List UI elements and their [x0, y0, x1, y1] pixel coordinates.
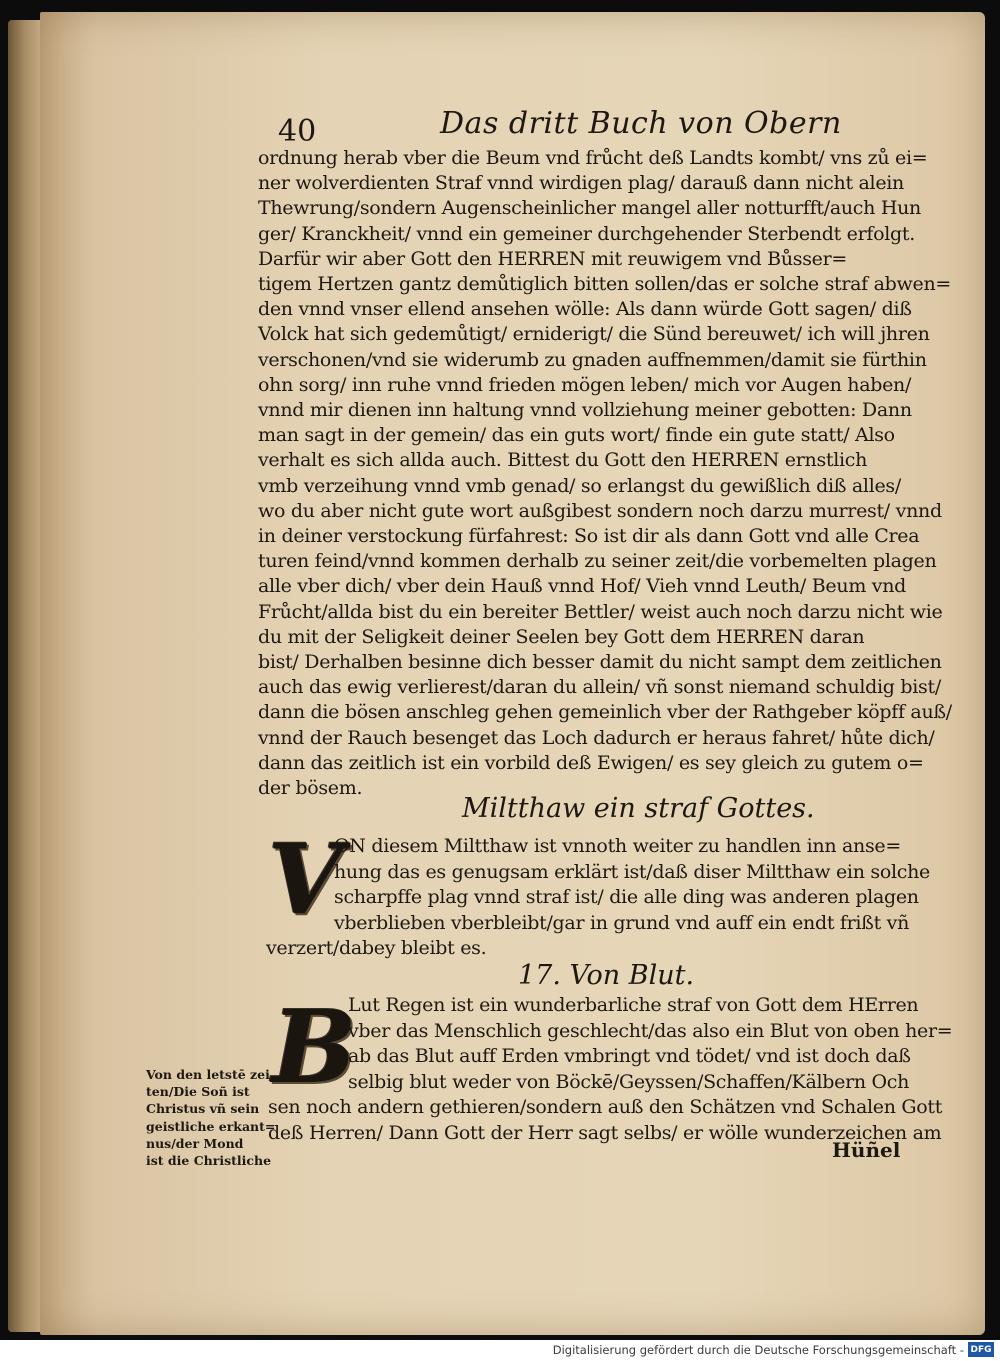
- body-text: [258, 146, 952, 801]
- dfg-logo: DFG: [968, 1342, 994, 1357]
- text-line: turen feind/vnnd kommen derhalb zu seiner zeit/die vorbemelten plagen: [258, 550, 937, 573]
- margin-note-line: geistliche erkant=: [146, 1118, 276, 1134]
- decorated-initial-v: V: [268, 823, 343, 936]
- text-line: verhalt es sich allda auch. Bittest du Gott den HERREN ernstlich: [258, 449, 868, 472]
- text-line: tigem Hertzen gantz demůtiglich bitten sollen/das er solche straf abwen=: [258, 273, 952, 296]
- text-line: vnnd der Rauch besenget das Loch dadurch er heraus fahret/ hůte dich/: [258, 726, 935, 749]
- running-head: Das dritt Buch von Obern: [440, 106, 842, 141]
- text-line: vberblieben vberbleibt/gar in grund vnd auff ein endt frißt vñ: [334, 911, 910, 934]
- footer-bar: [0, 1340, 1000, 1361]
- text-line: in deiner verstockung fürfahrest: So ist dir als dann Gott vnd alle Crea: [258, 525, 920, 548]
- margin-note-line: ten/Die Soñ ist: [146, 1084, 250, 1100]
- margin-note-line: Von den letstē zei: [146, 1067, 270, 1082]
- text-line: vmb verzeihung vnnd vmb genad/ so erlangst du gewißlich diß alles/: [258, 474, 901, 497]
- text-line: scharpffe plag vnnd straf ist/ die alle ding was anderen plagen: [334, 886, 919, 909]
- text-line: hung das es genugsam erklärt ist/daß diser Miltthaw ein solche: [334, 860, 930, 883]
- text-line: den vnnd vnser ellend ansehen wölle: Als dann würde Gott sagen/ diß: [258, 298, 912, 321]
- text-line: Lut Regen ist ein wunderbarliche straf von Gott dem HErren: [348, 994, 919, 1016]
- margin-note: [146, 1066, 275, 1169]
- text-line: ger/ Kranckheit/ vnnd ein gemeiner durchgehender Sterbendt erfolgt.: [258, 222, 915, 245]
- text-line: ON diesem Miltthaw ist vnnoth weiter zu handlen inn anse=: [334, 835, 901, 857]
- paragraph-miltthaw: [266, 834, 930, 962]
- section-heading-von-blut: 17. Von Blut.: [518, 960, 695, 991]
- text-line: Thewrung/sondern Augenscheinlicher mangel aller notturfft/auch Hun: [258, 197, 921, 220]
- section-heading-miltthaw: Miltthaw ein straf Gottes.: [462, 793, 815, 824]
- text-line: Darfür wir aber Gott den HERREN mit reuwigem vnd Bůsser=: [258, 247, 848, 270]
- paragraph-von-blut: [268, 988, 953, 1147]
- text-line: vber das Menschlich geschlecht/das also ein Blut von oben her=: [348, 1019, 953, 1042]
- text-line: ohn sorg/ inn ruhe vnnd frieden mögen leben/ mich vor Augen haben/: [258, 373, 912, 396]
- text-line: auch das ewig verlierest/daran du allein/ vñ sonst niemand schuldig bist/: [258, 676, 941, 699]
- text-line: sen noch andern gethieren/sondern auß den Schätzen vnd Schalen Gott: [268, 1096, 943, 1119]
- text-line: vnnd mir dienen inn haltung vnnd vollziehung meiner gebotten: Dann: [258, 399, 912, 422]
- funding-credit: Digitalisierung gefördert durch die Deutsche Forschungsgemeinschaft -: [552, 1343, 964, 1357]
- decorated-initial-b: B: [272, 988, 357, 1106]
- text-line: bist/ Derhalben besinne dich besser damit du nicht sampt dem zeitlichen: [258, 651, 942, 674]
- text-line: dann die bösen anschleg gehen gemeinlich vber der Rathgeber köpff auß/: [258, 701, 952, 724]
- text-line: der bösem.: [258, 777, 363, 800]
- text-line: verschonen/vnd sie widerumb zu gnaden auffnemmen/damit sie fürthin: [258, 348, 927, 371]
- text-line: verzert/dabey bleibt es.: [266, 937, 487, 960]
- margin-note-line: ist die Christliche: [146, 1153, 272, 1169]
- text-line: du mit der Seligkeit deiner Seelen bey Gott dem HERREN daran: [258, 625, 865, 648]
- text-line: Frůcht/allda bist du ein bereiter Bettler/ weist auch noch darzu nicht wie: [258, 600, 943, 623]
- page-number: 40: [278, 114, 317, 149]
- text-line: selbig blut weder von Böckē/Geyssen/Schaffen/Kälbern Och: [348, 1070, 910, 1093]
- text-line: deß Herren/ Dann Gott der Herr sagt selbs/ er wölle wunderzeichen am: [268, 1121, 942, 1144]
- catchword: Hüñel: [832, 1138, 901, 1162]
- text-line: Volck hat sich gedemůtigt/ erniderigt/ die Sünd bereuwet/ ich will jhren: [258, 323, 930, 346]
- text-line: ner wolverdienten Straf vnnd wirdigen plag/ darauß dann nicht alein: [258, 172, 904, 195]
- margin-note-line: nus/der Mond: [146, 1135, 244, 1151]
- text-line: ordnung herab vber die Beum vnd frůcht deß Landts kombt/ vns zů ei=: [258, 147, 928, 169]
- text-line: dann das zeitlich ist ein vorbild deß Ewigen/ es sey gleich zu gutem o=: [258, 751, 924, 774]
- text-line: ab das Blut auff Erden vmbringt vnd tödet/ vnd ist doch daß: [348, 1045, 911, 1068]
- margin-note-line: Christus vñ sein: [146, 1101, 260, 1117]
- text-line: alle vber dich/ vber dein Hauß vnnd Hof/ Vieh vnnd Leuth/ Beum vnd: [258, 575, 907, 598]
- text-line: wo du aber nicht gute wort außgibest sondern noch darzu murrest/ vnnd: [258, 499, 942, 522]
- text-line: man sagt in der gemein/ das ein guts wort/ finde ein gute statt/ Also: [258, 424, 895, 447]
